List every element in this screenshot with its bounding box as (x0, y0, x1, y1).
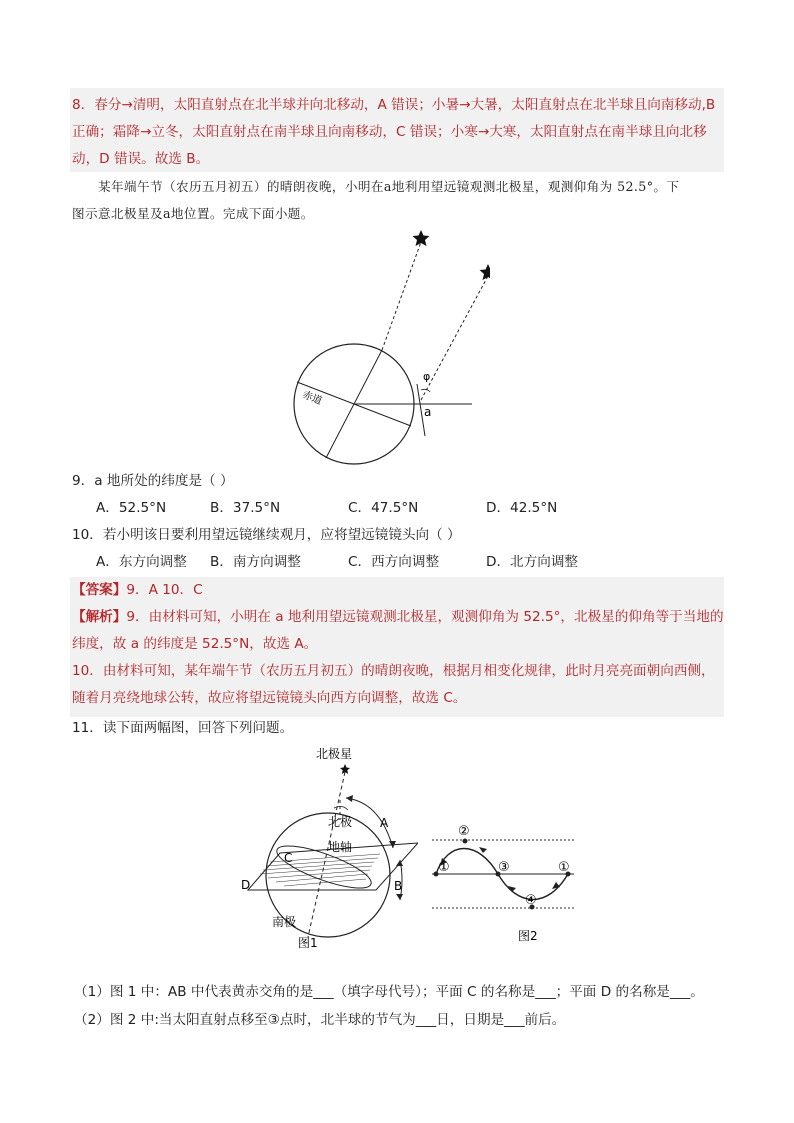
earth-axis (308, 772, 345, 937)
q8-explanation-line: 正确；霜降→立冬，太阳直射点在南半球且向南移动，C 错误；小寒→大寒，太阳直射点在南半球且向北移 (72, 124, 707, 140)
star-icon (413, 230, 430, 246)
point-dot (463, 839, 468, 844)
point-label-5: ① (558, 860, 570, 875)
answer-line (72, 580, 203, 600)
point-a-label: a (424, 405, 432, 419)
phi-label: φ (423, 370, 431, 383)
point-label-3: ③ (498, 860, 510, 875)
q9-option-a[interactable]: A．52.5°N (96, 500, 167, 516)
point-label-2: ② (458, 824, 470, 839)
passage-line: 某年端午节（农历五月初五）的晴朗夜晚，小明在a地利用望远镜观测北极星，观测仰角为 52.5°。下 (98, 179, 680, 194)
q8-explanation-line: 8．春分→清明，太阳直射点在北半球并向北移动，A 错误；小暑→大暑，太阳直射点在北半球且向南移动,B (72, 97, 716, 113)
q11-stem: 11．读下面两幅图，回答下列问题。 (72, 720, 294, 736)
figure-2-caption: 图2 (518, 929, 538, 943)
analysis-line (72, 607, 724, 627)
q10-stem: 10．若小明该日要利用望远镜继续观月，应将望远镜镜头向（ ） (72, 527, 461, 543)
star-icon (480, 264, 491, 280)
analysis-text: 9．由材料可知，小明在 a 地利用望远镜观测北极星，观测仰角为 52.5°，北极星的仰角等于当地的 (126, 609, 724, 625)
axis-dashed-line (382, 242, 421, 350)
q10-option-c[interactable]: C．西方向调整 (348, 554, 440, 570)
analysis-line: 10．由材料可知，某年端午节（农历五月初五）的晴朗夜晚，根据月相变化规律，此时月亮亮面朝向西侧， (72, 663, 715, 679)
polaris-figure (290, 222, 490, 466)
answer-tag: 【答案】 (72, 582, 127, 598)
north-pole-label: 北极 (328, 815, 353, 829)
phi-arc (421, 389, 430, 392)
figure-1-earth-tilt (228, 740, 418, 952)
q9-stem: 9．a 地所处的纬度是（ ） (72, 473, 234, 489)
point-label-4: ④ (525, 893, 537, 908)
hatch-lines (260, 854, 380, 886)
figure-2-subsolar-path (428, 820, 578, 945)
south-pole-label: 南极 (272, 915, 297, 929)
q11-sub-1: （1）图 1 中：AB 中代表黄赤交角的是___（填字母代号）；平面 C 的名称是___；平面 D 的名称是___。 (74, 984, 704, 1000)
answer-text: 9．A 10．C (126, 582, 203, 598)
q11-sub-2: （2）图 2 中:当太阳直射点移至③点时，北半球的节气为___日，日期是___前后。 (74, 1012, 566, 1028)
q9-option-d[interactable]: D．42.5°N (486, 500, 558, 516)
arrow-icon (552, 882, 560, 889)
arrow-icon (396, 894, 403, 900)
label-d: D (241, 878, 251, 892)
analysis-line: 随着月亮绕地球公转，故应将望远镜镜头向西方向调整，故选 C。 (72, 690, 467, 706)
polaris-label: 北极星 (316, 747, 353, 761)
point-label-1: ① (438, 860, 450, 875)
equator-label: 赤道 (300, 389, 324, 408)
arrow-icon (346, 795, 353, 802)
analysis-tag: 【解析】 (72, 609, 127, 625)
figure-1-caption: 图1 (298, 936, 318, 950)
q10-option-a[interactable]: A．东方向调整 (96, 554, 187, 570)
analysis-line: 纬度，故 a 的纬度是 52.5°N，故选 A。 (72, 636, 318, 652)
passage-line: 图示意北极星及a地位置。完成下面小题。 (72, 206, 314, 221)
q9-option-b[interactable]: B．37.5°N (210, 500, 281, 516)
q10-option-d[interactable]: D．北方向调整 (486, 554, 579, 570)
label-b: B (394, 879, 403, 893)
q10-option-b[interactable]: B．南方向调整 (210, 554, 301, 570)
axis-label: 地轴 (328, 840, 353, 854)
sightline-dashed (421, 276, 488, 400)
label-a: A (380, 816, 389, 830)
q9-option-c[interactable]: C．47.5°N (348, 500, 419, 516)
arrow-icon (479, 847, 487, 853)
q8-explanation-line: 动，D 错误。故选 B。 (72, 151, 210, 167)
label-c: C (284, 851, 293, 865)
